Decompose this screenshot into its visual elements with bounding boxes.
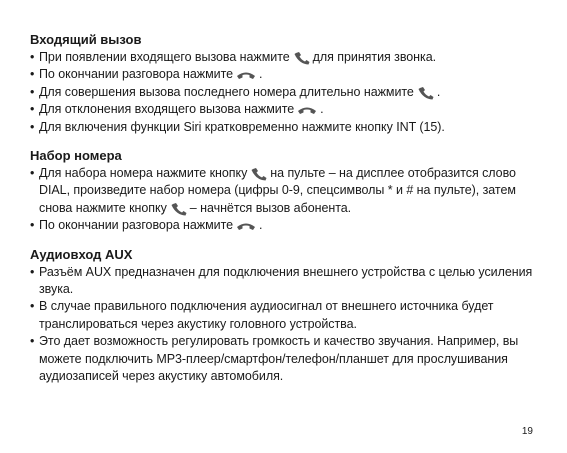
list-item: • Разъём AUX предназначен для подключения внешнего устройства с целью усиления звука. [30, 264, 533, 297]
phone-answer-icon [250, 167, 267, 181]
section-incoming-call [30, 32, 540, 136]
section-aux-input [30, 247, 540, 386]
item-text: на пульте – на дисплее отобразится слово DIAL, произведите набор номера (цифры 0-9, спецсимволы * и # на пульте), затем снова нажмите кнопку [39, 166, 516, 215]
phone-answer-icon [417, 86, 434, 100]
item-text: Разъём AUX предназначен для подключения внешнего устройства с целью усиления звука. [39, 264, 533, 297]
item-text: . [436, 84, 441, 99]
page-number: 19 [521, 426, 533, 437]
list-item: • Для совершения вызова последнего номера длительно нажмите . [30, 84, 441, 99]
phone-hangup-icon [297, 105, 317, 115]
list-item: • По окончании разговора нажмите . [30, 218, 263, 233]
item-text: . [259, 67, 263, 82]
item-text: – начнётся вызов абонента. [189, 200, 352, 215]
section-dialing [30, 148, 540, 235]
item-text: . [259, 218, 263, 233]
manual-page [30, 32, 540, 398]
item-text: Для включения функции Siri кратковременно нажмите кнопку INT (15). [39, 119, 445, 134]
phone-answer-icon [293, 51, 310, 65]
phone-answer-icon [170, 202, 187, 216]
item-text: Это дает возможность регулировать громкость и качество звучания. Например, вы можете подключить МР3-плеер/смартфон/телефон/планшет для прослушивания аудиозаписей через акустику автомобиля. [39, 334, 519, 384]
list-item: • Для отклонения входящего вызова нажмите . [30, 102, 324, 117]
phone-hangup-icon [236, 70, 256, 80]
list-item: • По окончании разговора нажмите . [30, 67, 263, 82]
section-heading: Аудиовход AUX [30, 246, 133, 262]
phone-hangup-icon [236, 221, 256, 231]
item-text: Для совершения вызова последнего номера длительно нажмите [39, 84, 414, 99]
item-text: При появлении входящего вызова нажмите [39, 50, 290, 64]
list-item: • При появлении входящего вызова нажмите для принятия звонка. [30, 50, 437, 64]
list-item: • Для набора номера нажмите кнопку на пульте – на дисплее отобразится слово DIAL, произведите набор номера (цифры 0-9, спецсимволы * и # на пульте), затем снова нажмите кнопку – начнётся вызов абонента. [30, 166, 516, 215]
item-text: для принятия звонка. [312, 50, 437, 64]
list-item: • Это дает возможность регулировать громкость и качество звучания. Например, вы можете подключить МР3-плеер/смартфон/телефон/планшет для прослушивания аудиозаписей через акустику автомобиля. [30, 334, 519, 384]
section-heading: Входящий вызов [30, 32, 142, 47]
item-text: Для набора номера нажмите кнопку [39, 166, 248, 181]
item-text: В случае правильного подключения аудиосигнал от внешнего источника будет транслироваться через акустику головного устройства. [39, 299, 494, 331]
item-text: По окончании разговора нажмите [39, 218, 234, 233]
item-text: По окончании разговора нажмите [39, 67, 234, 82]
item-text: Для отклонения входящего вызова нажмите [39, 102, 295, 117]
list-item: • Для включения функции Siri кратковременно нажмите кнопку INT (15). [30, 119, 445, 134]
list-item: • В случае правильного подключения аудиосигнал от внешнего источника будет транслироваться через акустику головного устройства. [30, 299, 494, 331]
item-text: . [320, 102, 324, 117]
section-heading: Набор номера [30, 148, 122, 164]
